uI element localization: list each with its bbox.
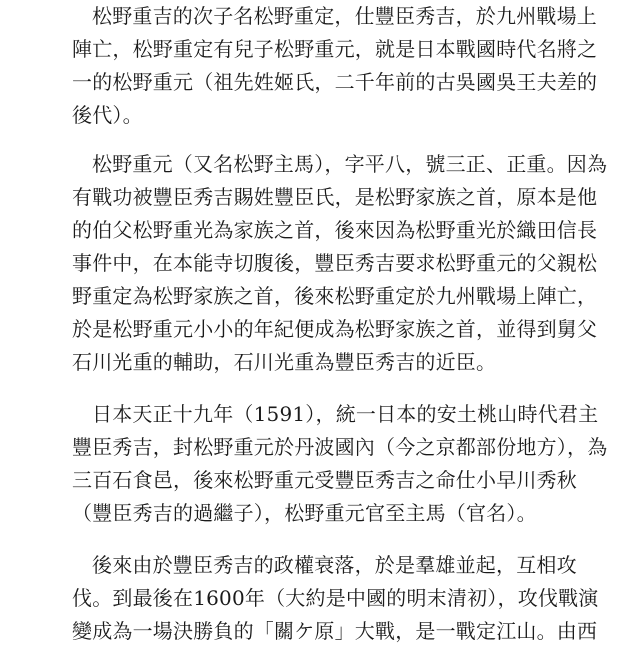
paragraph-2 xyxy=(72,148,608,379)
text-line: 野重定為松野家族之首，後來松野重定於九州戰場上陣亡， xyxy=(72,284,598,308)
text-line: 三百石食邑，後來松野重元受豐臣秀吉之命仕小早川秀秋 xyxy=(72,468,577,492)
text-line: 日本天正十九年（1591），統一日本的安土桃山時代君主 xyxy=(92,402,599,426)
text-line: 後代）。 xyxy=(72,103,143,127)
text-line: 一的松野重元（祖先姓姬氏，二千年前的古吳國吳王夫差的 xyxy=(72,70,598,94)
paragraph-3 xyxy=(72,398,608,530)
text-line: 事件中，在本能寺切腹後，豐臣秀吉要求松野重元的父親松 xyxy=(72,251,598,275)
text-line: 松野重元（又名松野主馬），字平八，號三正、正重。因為 xyxy=(92,152,608,176)
text-line: 變成為一場決勝負的「關ケ原」大戰，是一戰定江山。由西 xyxy=(72,619,598,643)
text-line: 石川光重的輔助，石川光重為豐臣秀吉的近臣。 xyxy=(72,350,497,374)
text-line: （豐臣秀吉的過繼子），松野重元官至主馬（官名）。 xyxy=(72,501,537,525)
text-line: 於是松野重元小小的年紀便成為松野家族之首，並得到舅父 xyxy=(72,317,598,341)
paragraph-4 xyxy=(72,549,599,646)
text-line: 後來由於豐臣秀吉的政權衰落，於是羣雄並起，互相攻 xyxy=(92,553,577,577)
text-line: 有戰功被豐臣秀吉賜姓豐臣氏，是松野家族之首，原本是他 xyxy=(72,185,598,209)
text-line: 陣亡，松野重定有兒子松野重元，就是日本戰國時代名將之 xyxy=(72,37,598,61)
text-line: 松野重吉的次子名松野重定，仕豐臣秀吉，於九州戰場上 xyxy=(92,4,597,28)
text-line: 豐臣秀吉，封松野重元於丹波國內（今之京都部份地方），為 xyxy=(72,435,608,459)
paragraph-1 xyxy=(72,0,598,132)
text-line: 的伯父松野重光為家族之首，後來因為松野重光於織田信長 xyxy=(72,218,598,242)
text-line: 伐。到最後在1600年（大約是中國的明末清初），攻伐戰演 xyxy=(72,586,599,610)
